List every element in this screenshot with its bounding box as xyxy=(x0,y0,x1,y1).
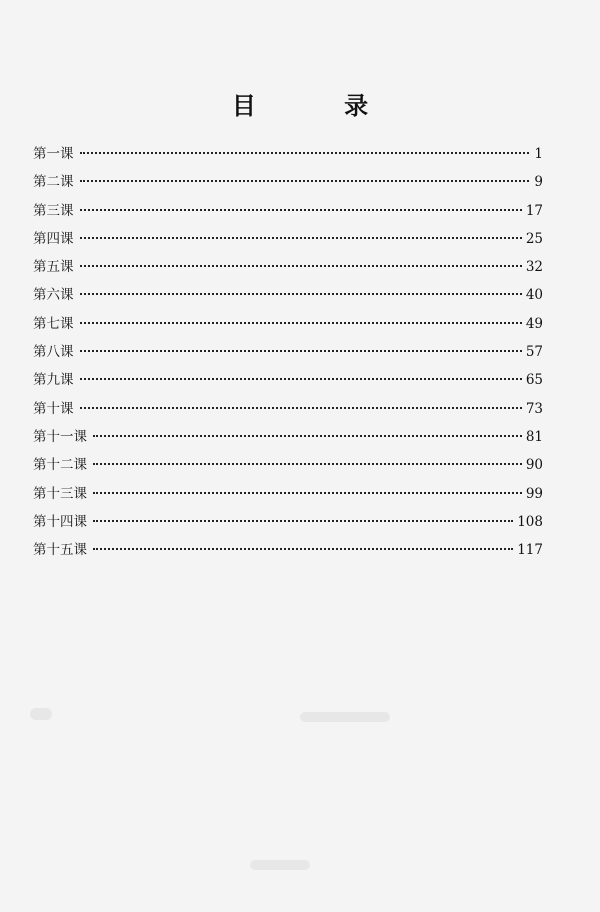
toc-entry[interactable] xyxy=(33,199,543,227)
page-title: 目 录 xyxy=(231,92,409,120)
toc-entry-label: 第十三课 xyxy=(33,485,87,502)
toc-dot-leader xyxy=(80,180,530,182)
toc-entry-page: 81 xyxy=(525,428,543,445)
toc-entry-page: 65 xyxy=(525,372,543,389)
toc-entry-page: 25 xyxy=(525,230,543,247)
toc-entry-label: 第八课 xyxy=(33,344,74,361)
toc-dot-leader xyxy=(93,463,522,465)
toc-entry-label: 第五课 xyxy=(33,259,74,276)
toc-entry-page: 108 xyxy=(517,513,543,530)
toc-entry-page: 73 xyxy=(525,400,543,417)
toc-entry-label: 第十五课 xyxy=(33,542,87,559)
bleed-through-mark xyxy=(250,860,310,870)
toc-entry-label: 第九课 xyxy=(33,372,74,389)
toc-entry[interactable] xyxy=(33,538,543,566)
toc-dot-leader xyxy=(80,378,522,380)
toc-entry[interactable] xyxy=(33,283,543,311)
toc-entry-label: 第一课 xyxy=(33,146,74,162)
toc-entry-page: 17 xyxy=(525,202,543,219)
toc-entry-page: 40 xyxy=(525,287,543,304)
toc-entry-page: 57 xyxy=(525,344,543,361)
toc-dot-leader xyxy=(80,350,522,352)
toc-entry-label: 第二课 xyxy=(33,174,74,191)
toc-entry[interactable] xyxy=(33,142,543,170)
toc-entry[interactable] xyxy=(33,510,543,538)
bleed-through-mark xyxy=(30,708,52,720)
toc-entry-page: 99 xyxy=(525,485,543,502)
toc-entry-label: 第七课 xyxy=(33,315,74,332)
toc-entry-page: 1 xyxy=(534,146,543,162)
toc-dot-leader xyxy=(80,152,530,154)
toc-entry-label: 第十二课 xyxy=(33,457,87,474)
toc-entry[interactable] xyxy=(33,453,543,481)
toc-entry-page: 117 xyxy=(517,542,543,559)
toc-entry[interactable] xyxy=(33,340,543,368)
toc-entry-label: 第十课 xyxy=(33,400,74,417)
toc-dot-leader xyxy=(80,293,522,295)
toc-entry-label: 第十四课 xyxy=(33,513,87,530)
toc-entry-page: 49 xyxy=(525,315,543,332)
toc-entry[interactable] xyxy=(33,312,543,340)
toc-entry-page: 32 xyxy=(525,259,543,276)
toc-dot-leader xyxy=(93,520,513,522)
toc-entry[interactable] xyxy=(33,227,543,255)
toc-entry[interactable] xyxy=(33,368,543,396)
toc-entry[interactable] xyxy=(33,425,543,453)
toc-dot-leader xyxy=(80,322,522,324)
toc-dot-leader xyxy=(80,237,522,239)
toc-dot-leader xyxy=(80,209,522,211)
toc-entry-label: 第四课 xyxy=(33,230,74,247)
toc-entry-label: 第十一课 xyxy=(33,428,87,445)
toc-dot-leader xyxy=(93,492,522,494)
toc-entry[interactable] xyxy=(33,397,543,425)
toc-entry[interactable] xyxy=(33,255,543,283)
toc-dot-leader xyxy=(93,548,513,550)
toc-entry[interactable] xyxy=(33,482,543,510)
toc-dot-leader xyxy=(93,435,522,437)
toc-dot-leader xyxy=(80,265,522,267)
toc-entry[interactable] xyxy=(33,170,543,198)
bleed-through-mark xyxy=(300,712,390,722)
toc-dot-leader xyxy=(80,407,522,409)
toc-entry-page: 90 xyxy=(525,457,543,474)
table-of-contents xyxy=(33,142,543,566)
toc-entry-label: 第六课 xyxy=(33,287,74,304)
toc-entry-label: 第三课 xyxy=(33,202,74,219)
toc-entry-page: 9 xyxy=(534,174,543,191)
